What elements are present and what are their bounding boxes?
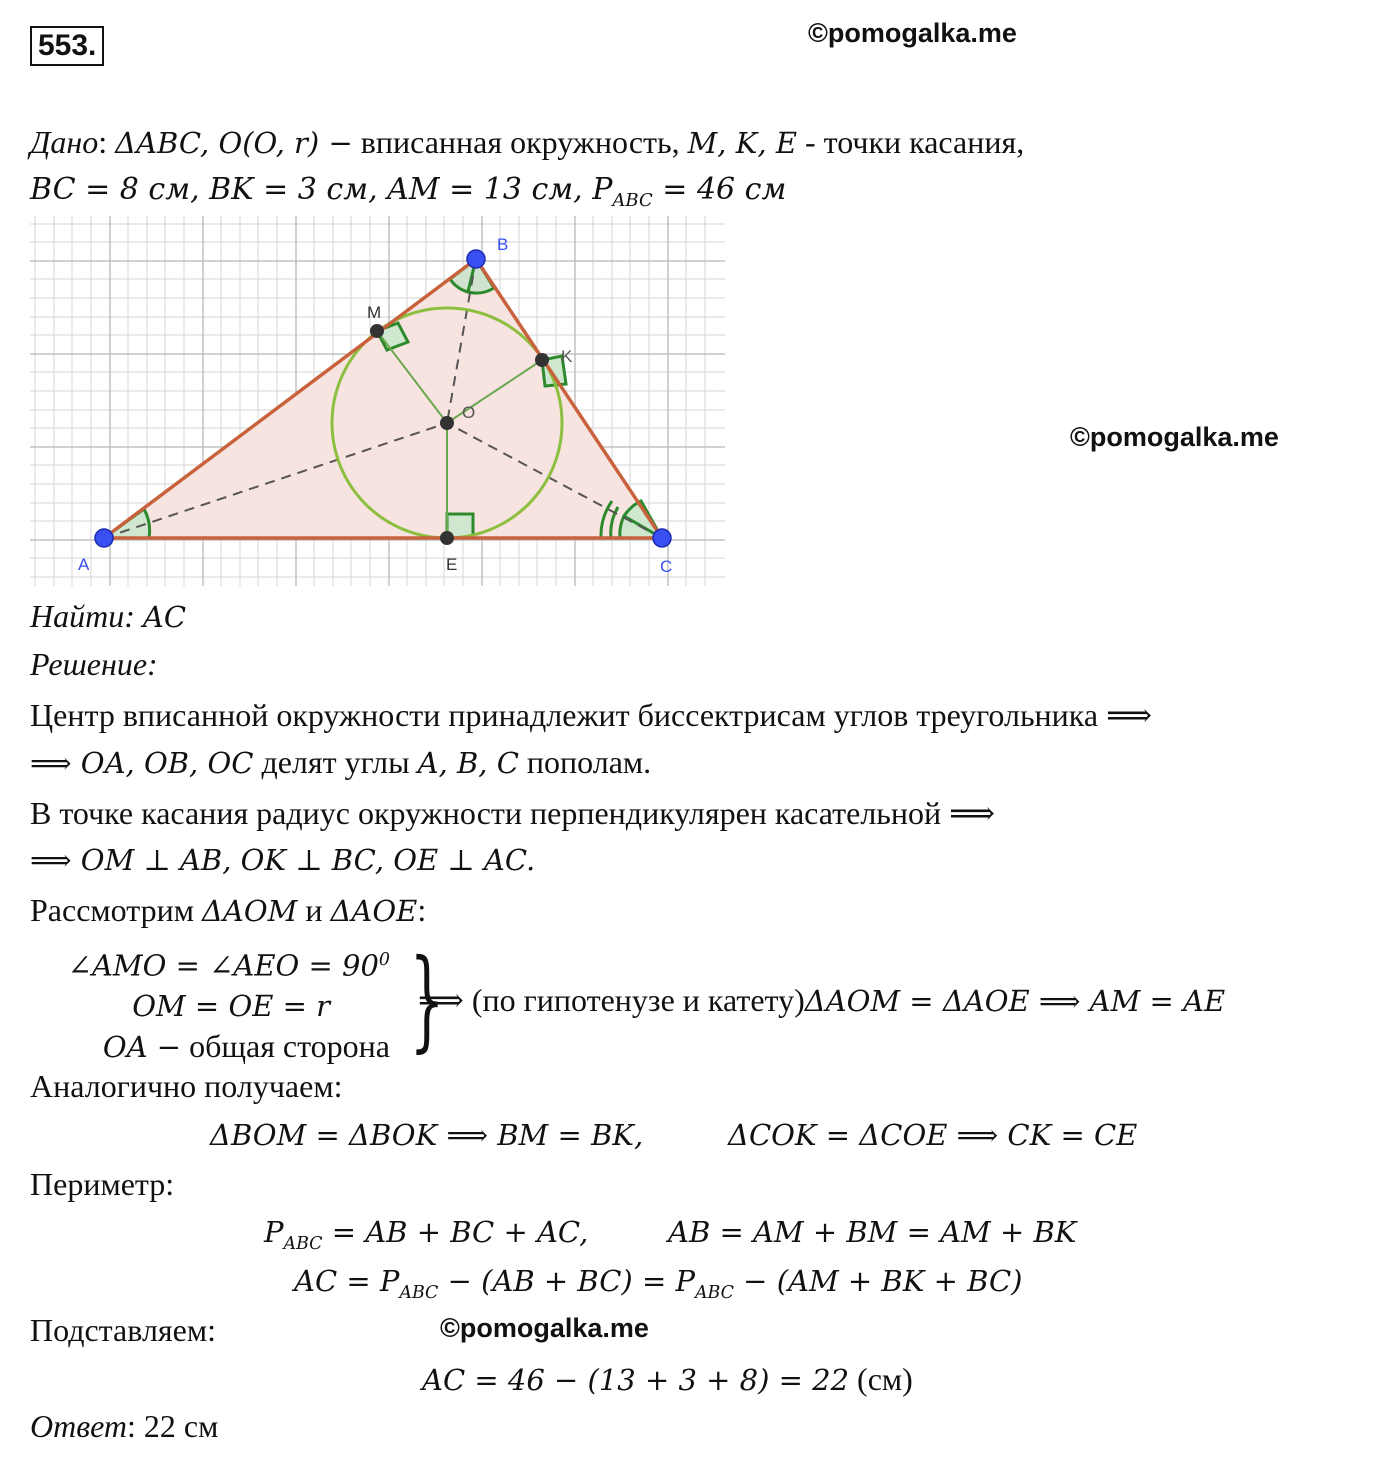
given-points: M, K, E: [687, 126, 797, 160]
equality-bom: ΔBOM = ΔBOK ⟹ BM = BK,: [210, 1118, 644, 1152]
label-a: A: [78, 555, 90, 574]
perimeter-sum: = AB + BC + AC,: [322, 1215, 589, 1249]
label-m: M: [367, 303, 382, 322]
divide-text: делят углы: [261, 744, 410, 780]
bisector-segments: ⟹ OA, OB, OC: [30, 746, 254, 780]
watermark-bottom: ©pomogalka.me: [440, 1313, 649, 1343]
given-triangle-circle: ΔABC, O(O, r) −: [115, 126, 353, 160]
solution-label: Решение: [30, 646, 148, 682]
ac-formula-sub2: ABC: [695, 1282, 734, 1303]
label-k: K: [561, 347, 573, 366]
watermark-top: ©pomogalka.me: [808, 18, 1017, 48]
vertex-b: [467, 250, 485, 268]
label-b: B: [497, 235, 509, 254]
given-perimeter-value: = 46 см: [652, 172, 787, 207]
watermark-middle: ©pomogalka.me: [1070, 422, 1279, 452]
given-tangent-text: - точки касания,: [805, 124, 1025, 160]
perimeter-formula: [264, 1215, 588, 1254]
consider-text: Рассмотрим: [30, 892, 194, 928]
common-side: OA −: [102, 1029, 182, 1064]
find-label: Найти: [30, 598, 125, 634]
and-text: и: [305, 892, 323, 928]
label-e: E: [446, 555, 458, 574]
solution-line: Решение:: [30, 646, 158, 682]
system-line-3: [40, 1026, 390, 1067]
calculation-math: AC = 46 − (13 + 3 + 8) = 22: [422, 1363, 850, 1397]
vertex-a: [95, 529, 113, 547]
system-line-2: OM = OE = r: [132, 988, 330, 1023]
find-line: Найти: AC: [30, 598, 187, 634]
given-incircle-text: вписанная окружность,: [360, 124, 680, 160]
perimeter-label: Периметр:: [30, 1166, 175, 1202]
point-o: [440, 416, 454, 430]
degree-sup: 0: [378, 950, 390, 970]
solution-line-5: [30, 892, 426, 929]
triangle-aoe: ΔAOE: [330, 894, 418, 928]
solution-line-2: [30, 744, 651, 781]
ab-formula: AB = AM + BM = AM + BK: [668, 1215, 1077, 1249]
solution-line-4: ⟹ OM ⊥ AB, OK ⊥ BC, OE ⊥ AC.: [30, 843, 536, 877]
angle-names: A, B, C: [417, 746, 519, 780]
substitute-label: Подставляем:: [30, 1312, 216, 1348]
vertex-c: [653, 529, 671, 547]
solution-line-3: В точке касания радиус окружности перпендикулярен касательной ⟹: [30, 795, 996, 831]
triangle-diagram: [30, 216, 730, 591]
ac-formula-sub1: ABC: [399, 1282, 439, 1303]
triangle-aom: ΔAOM: [201, 894, 298, 928]
find-value: AC: [142, 600, 187, 634]
ac-formula-c: − (AM + BK + BC): [733, 1264, 1023, 1298]
ac-formula-b: − (AB + BC) = P: [438, 1264, 695, 1298]
brace: }: [409, 935, 445, 1063]
point-k: [535, 353, 549, 367]
answer-value: : 22 см: [127, 1408, 219, 1444]
system-result: [418, 981, 1225, 1019]
system-line-1: [40, 940, 390, 986]
given-label: Дано: [30, 124, 99, 160]
equation-system: [40, 940, 390, 1067]
solution-line-6: Аналогично получаем:: [30, 1068, 343, 1104]
p-symbol: P: [264, 1215, 284, 1249]
label-o: O: [462, 403, 476, 422]
answer-line: [30, 1408, 218, 1445]
given-line-2: [30, 172, 786, 211]
calculation-unit: (см): [857, 1361, 913, 1397]
point-m: [370, 324, 384, 338]
equality-cok: ΔCOK = ΔCOE ⟹ CK = CE: [728, 1118, 1138, 1152]
answer-label: Ответ: [30, 1408, 127, 1444]
system-result-reason: ⟹ (по гипотенузе и катету): [418, 982, 805, 1018]
system-angles: ∠AMO = ∠AEO = 90: [67, 948, 379, 983]
point-e: [440, 531, 454, 545]
system-result-math: ΔAOM = ΔAOE ⟹ AM = AE: [804, 984, 1226, 1018]
problem-number: 553.: [30, 26, 104, 66]
colon: :: [417, 892, 427, 928]
calculation: [422, 1361, 913, 1398]
ac-formula-a: AC = P: [294, 1264, 400, 1298]
p-sub: ABC: [283, 1233, 323, 1254]
solution-line-1: Центр вписанной окружности принадлежит биссектрисам углов треугольника ⟹: [30, 697, 1152, 733]
given-values: BC = 8 см, BK = 3 см, AM = 13 см, P: [30, 172, 613, 207]
label-c: C: [660, 557, 673, 576]
given-line-1: Дано: ΔABC, O(O, r) − вписанная окружность, M, K, E - точки касания,: [30, 124, 1025, 160]
halves-text: пополам.: [526, 744, 652, 780]
given-perimeter-sub: ABC: [612, 190, 653, 211]
triangle-fill: [104, 259, 662, 538]
common-side-text: общая сторона: [189, 1027, 390, 1064]
ac-formula: [294, 1264, 1022, 1303]
